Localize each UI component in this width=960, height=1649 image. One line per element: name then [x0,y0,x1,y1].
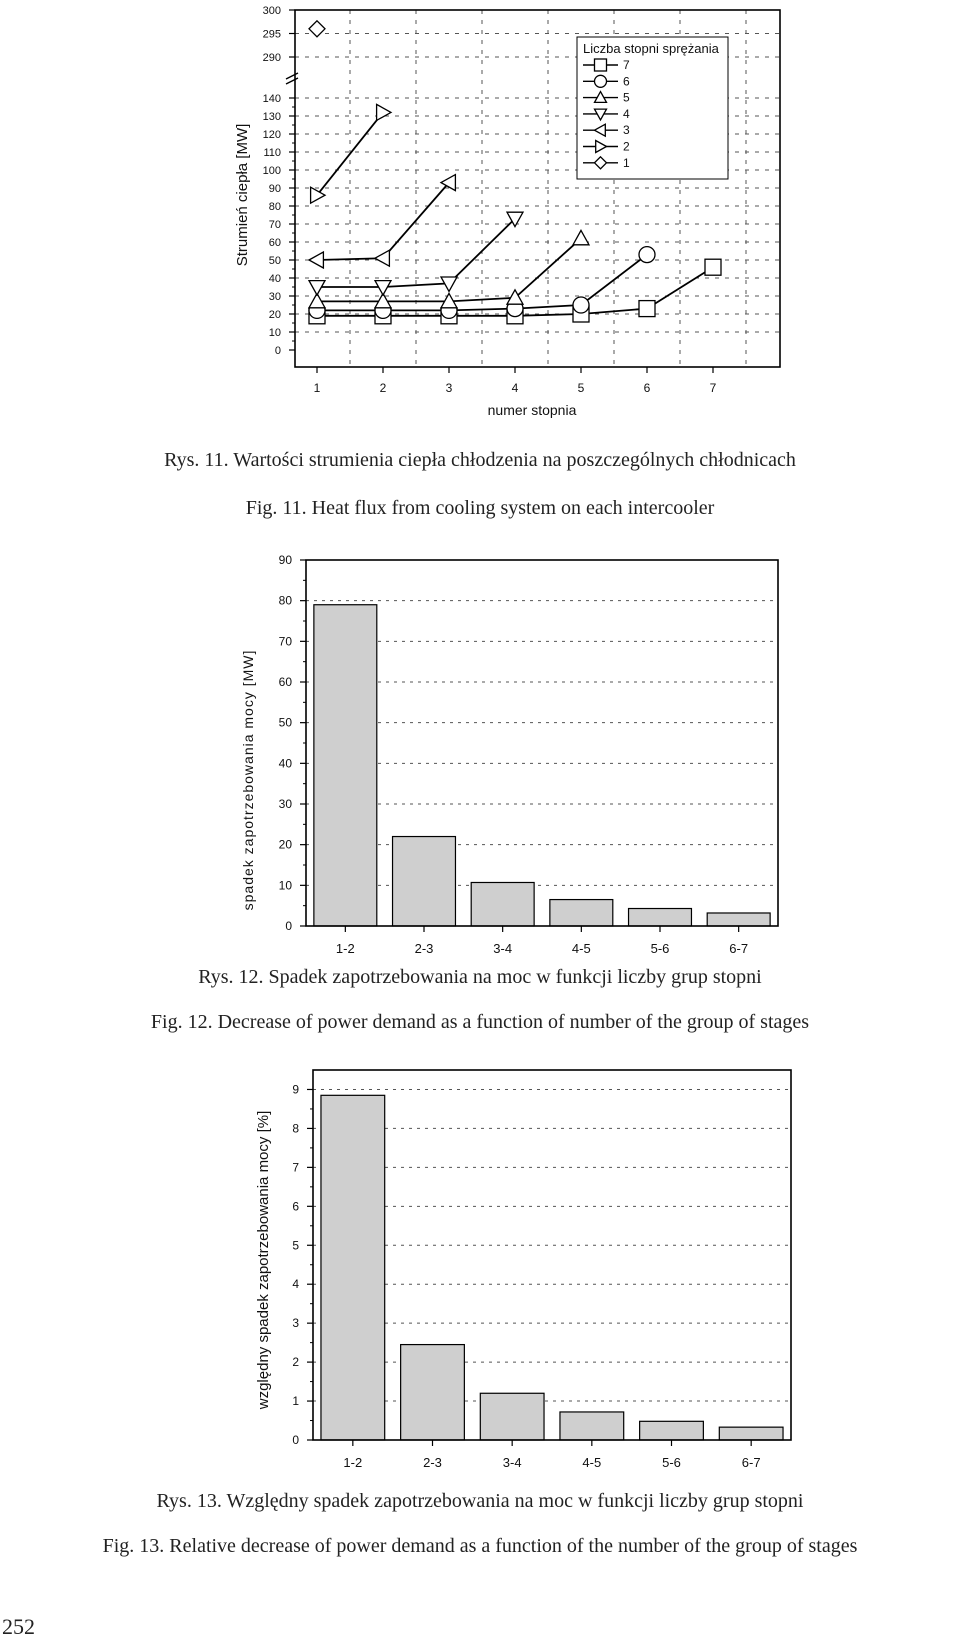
legend-label: 2 [623,139,630,154]
y-tick-label: 8 [292,1121,299,1136]
y-tick-label: 60 [268,237,281,249]
figure-13-caption-en: Fig. 13. Relative decrease of power demand as a function of the number of the group of stages [102,1535,858,1557]
legend-label: 5 [623,90,630,105]
bar-2-3 [401,1345,465,1440]
x-axis-ticks [336,926,748,956]
y-tick-label: 40 [268,273,281,285]
y-tick-label: 300 [262,5,281,17]
y-tick-label: 100 [262,165,281,177]
y-tick-label: 0 [292,1433,299,1447]
y-tick-label: 7 [292,1160,299,1175]
circle-marker [639,247,655,263]
x-tick-label: 6-7 [729,941,749,956]
y-tick-label: 70 [268,219,281,231]
power-demand-decrease-chart [0,540,960,960]
y-tick-label: 20 [278,837,292,852]
y-tick-label: 6 [292,1199,299,1214]
x-tick-label: 4 [511,381,519,395]
y-axis-label: spadek zapotrzebowania mocy [MW] [240,649,256,911]
y-tick-label: 50 [278,715,292,730]
bar-5-6 [629,909,692,926]
legend-label: 7 [623,58,630,72]
legend [577,37,728,179]
bar-2-3 [393,837,456,926]
legend-title: Liczba stopni sprężania [583,41,719,56]
y-tick-label: 60 [278,675,292,689]
y-tick-label: 80 [268,201,281,213]
y-tick-label: 90 [268,183,281,195]
relative-power-demand-decrease-chart [0,1055,960,1475]
x-tick-label: 3-4 [493,941,513,956]
y-axis-label: Strumień ciepła [MW] [234,123,251,267]
bar-1-2 [321,1095,385,1440]
figure-11-caption-en: Fig. 11. Heat flux from cooling system on each intercooler [245,497,715,519]
series-line [317,183,449,260]
figure-13-caption-pl: Rys. 13. Względny spadek zapotrzebowania na moc w funkcji liczby grup stopni [156,1490,804,1512]
triangle-right-marker [311,187,325,203]
y-axis-ticks [263,5,295,357]
y-tick-label: 2 [292,1355,299,1370]
y-tick-label: 295 [262,28,281,41]
bar-1-2 [314,605,377,926]
legend-label: 4 [623,106,630,121]
x-axis-label: numer stopnia [487,402,577,418]
figure-12-caption-en: Fig. 12. Decrease of power demand as a function of number of the group of stages [150,1011,810,1033]
y-tick-label: 140 [262,93,281,105]
legend-label: 6 [623,74,630,89]
x-tick-label: 3 [445,381,453,395]
x-tick-label: 1-2 [335,941,355,956]
page-number: 252 [2,1614,35,1639]
x-tick-label: 6 [643,381,651,395]
x-tick-label: 5 [577,381,585,395]
figure-12-caption-pl: Rys. 12. Spadek zapotrzebowania na moc w funkcji liczby grup stopni [198,966,762,988]
y-tick-label: 40 [278,756,292,771]
x-tick-label: 2 [379,381,387,395]
y-tick-label: 30 [268,291,281,303]
x-axis-ticks [314,367,717,395]
y-tick-label: 110 [263,147,281,159]
y-tick-label: 0 [285,919,292,933]
x-tick-label: 1-2 [343,1455,363,1470]
y-tick-label: 130 [262,111,281,123]
y-tick-label: 70 [278,634,292,649]
y-tick-label: 10 [268,327,281,339]
bars [321,1095,783,1440]
series-1 [309,21,325,37]
y-tick-label: 9 [292,1082,299,1097]
x-axis-ticks [343,1440,760,1470]
square-marker [595,59,607,71]
x-tick-label: 5-6 [662,1455,681,1470]
diamond-marker [309,21,325,37]
x-tick-label: 6-7 [741,1455,761,1470]
y-tick-label: 3 [292,1316,299,1331]
series-3 [309,175,455,268]
x-tick-label: 4-5 [571,941,591,956]
y-tick-label: 120 [262,129,281,141]
x-tick-label: 5-6 [650,941,670,956]
y-tick-label: 5 [292,1238,299,1253]
y-tick-label: 80 [278,593,292,608]
y-axis-ticks [292,1082,313,1447]
heat-flux-chart [0,0,960,430]
triangle-left-marker [375,250,389,266]
bar-6-7 [719,1427,783,1440]
axis-break [285,73,299,84]
x-tick-label: 2-3 [423,1455,442,1470]
x-tick-label: 7 [709,381,717,395]
triangle-left-marker [309,252,323,268]
y-axis-ticks [279,553,306,933]
y-axis-label: względny spadek zapotrzebowania mocy [%] [255,1110,272,1410]
x-tick-label: 3-4 [502,1455,522,1470]
circle-marker [595,75,607,87]
y-tick-label: 4 [292,1277,299,1292]
circle-marker [573,297,589,313]
y-tick-label: 10 [278,878,292,893]
y-tick-label: 1 [292,1394,299,1409]
bar-6-7 [707,913,770,926]
x-tick-label: 1 [313,381,321,395]
figure-11-caption-pl: Rys. 11. Wartości strumienia ciepła chłodzenia na poszczególnych chłodnicach [164,449,796,471]
y-tick-label: 0 [274,345,281,357]
y-tick-label: 90 [278,553,292,567]
bar-5-6 [640,1421,704,1440]
triangle-right-marker [377,104,391,120]
legend-label: 3 [623,123,630,138]
bar-4-5 [550,900,613,926]
y-tick-label: 290 [262,52,281,64]
legend-label: 1 [623,155,630,170]
triangle-up-marker [573,230,589,244]
bar-3-4 [480,1393,544,1440]
y-tick-label: 50 [268,255,281,267]
square-marker [639,301,655,317]
bars [314,605,770,926]
bar-3-4 [471,882,534,926]
y-tick-label: 30 [278,797,292,811]
x-tick-label: 4-5 [582,1455,602,1470]
x-tick-label: 2-3 [414,941,434,956]
square-marker [705,259,721,275]
bar-4-5 [560,1412,624,1440]
y-tick-label: 20 [268,309,281,321]
